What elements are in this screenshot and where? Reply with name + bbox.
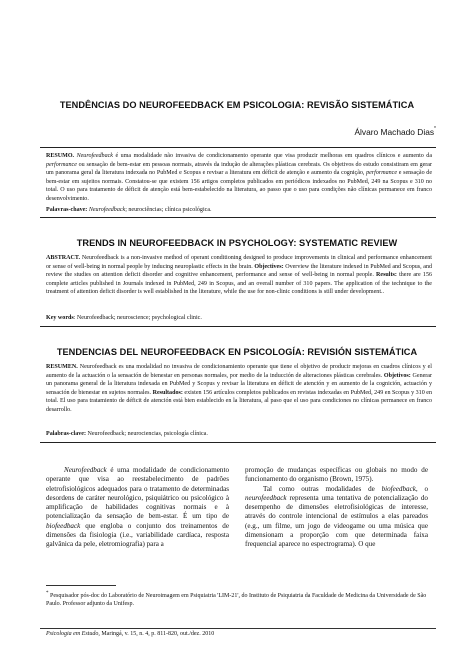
journal-citation: , Maringá, v. 15, n. 4, p. 811-820, out./dez. 2010 bbox=[98, 631, 215, 637]
abstract-text: Neurofeedback is a non-invasive method of operant conditioning designed to produce improvements in clinical and performance enhancement or sense of well-being in normal people by inducing neuroplastic effects in the brain. bbox=[46, 255, 432, 270]
abstract-es bbox=[46, 363, 432, 414]
keywords-label: Palabras-clave: bbox=[46, 431, 86, 437]
abstract-label-es: RESUMEN. bbox=[46, 364, 78, 370]
term-performance: performance bbox=[46, 161, 77, 168]
footer-rule bbox=[40, 628, 436, 629]
author-name bbox=[354, 127, 436, 137]
abstract-text: Neurofeedback es una modalidad no invasiva de condicionamiento operante que tiene el objetivo de producir mejoras en cuadros clínicos y el aumento de la actuación o la sensación de bienestar en personas normales, por medio de la inducción de alteraciones plásticas cerebrales. bbox=[46, 364, 432, 379]
body-paragraph bbox=[46, 466, 229, 550]
body-text: representa uma tentativa de potencialização do desempenho de dimensões eletrofisiológicas de interesse, através do controle intencional de estímulos a elas pareados (e.g., um filme, um jogo de videogame ou uma música que dimensionam a proporção com que determinada faixa frequencial aparece no espectrograma). O que bbox=[245, 493, 428, 549]
body-text: Tal como outras modalidades de bbox=[263, 484, 375, 493]
keywords-en bbox=[46, 314, 432, 323]
abstract-text: ou sensação de bem-estar em pessoas normais, através da indução de alterações plásticas cerebrais. Os objetivos do estudo consistiram em gerar um panorama geral da literatura indexada no PubMed e Scopus e revisar a literatura em déficit de atenção e aumento da cognição, bbox=[46, 161, 432, 176]
term-performance: performance bbox=[366, 170, 398, 176]
results-label: Results: bbox=[376, 272, 397, 278]
abstract-text: e sensação de bem-estar em sujeitos normais. Constatou-se que existem 156 artigos completos publicados em periódicos indexados no PubMed, 249 na Scopus e 310 no total. O uso para tratamento de déficit de atenção está bem-estabelecido na literatura, ao passo que o uso para condições não clínicas permanece em franco desenvolvimento. bbox=[46, 170, 432, 202]
abstract-text: there are 156 complete articles published in Journals indexed in PubMed, 249 in Scopus, and an overall number of 310 papers. The application of the technique to the treatment of attention deficit disorder is well established in the literature, while the use for non-clinic conditions is still under development.. bbox=[46, 272, 432, 295]
journal-name: Psicologia em Estudo bbox=[46, 631, 99, 637]
abstract-text: Generar un panorama general de la literatura indexada en PubMed y Scopus y revisar la literatura en déficit de atención y en aumento de la cognición, actuación y sensación de bienestar en sujetos normales. bbox=[46, 372, 432, 396]
results-label: Resultados: bbox=[152, 389, 183, 396]
keywords-text: ; neurociências; clínica psicológica. bbox=[125, 207, 212, 213]
term-neurofeedback: Neurofeedback bbox=[64, 466, 107, 474]
footnote-mark: * bbox=[46, 591, 49, 596]
term-biofeedback: biofeedback bbox=[381, 484, 416, 493]
abstract-en bbox=[46, 254, 432, 297]
title-es: TENDENCIAS DEL NEUROFEEDBACK EN PSICOLOGÍA: REVISIÓN SISTEMÁTICA bbox=[56, 347, 418, 357]
keywords-label: Key words bbox=[46, 315, 74, 321]
keywords-text: : Neurofeedback; neuroscience; psychological clinic. bbox=[73, 315, 202, 321]
footnote-text: Pesquisador pós-doc do Laboratório de Neuroimagem em Psiquiatria 'LIM-21', do Instituto de Psiquiatria da Faculdade de Medicina da Universidade de São Paulo. Professor adjunto da Unifesp. bbox=[46, 593, 427, 607]
objectives-label: Objectives: bbox=[254, 263, 284, 270]
objectives-label: Objetivos: bbox=[383, 372, 411, 379]
term-neurofeedback: Neurofeedback bbox=[88, 207, 126, 213]
footnote-rule bbox=[46, 585, 116, 586]
title-pt: TENDÊNCIAS DO NEUROFEEDBACK EM PSICOLOGIA: REVISÃO SISTEMÁTICA bbox=[59, 100, 415, 110]
keywords-es bbox=[46, 430, 432, 439]
abstract-pt bbox=[46, 152, 432, 203]
journal-footer bbox=[46, 631, 214, 637]
abstract-label-en: ABSTRACT. bbox=[46, 255, 80, 261]
divider bbox=[40, 442, 436, 443]
body-text: , o bbox=[415, 484, 428, 493]
divider bbox=[40, 217, 436, 218]
term-biofeedback: biofeedback bbox=[46, 521, 81, 530]
term-neurofeedback: neurofeedback bbox=[245, 493, 287, 502]
abstract-label-pt: RESUMO. bbox=[46, 153, 75, 159]
body-column-left bbox=[46, 466, 229, 550]
author-footnote-mark: * bbox=[434, 126, 436, 132]
keywords-label: Palavras-chave: bbox=[46, 207, 88, 213]
title-en: TRENDS IN NEUROFEEDBACK IN PSYCHOLOGY: SYSTEMATIC REVIEW bbox=[76, 238, 398, 248]
body-paragraph: promoção de mudanças específicas ou globais no modo de funcionamento do organismo (Brown, 1975). bbox=[245, 466, 428, 484]
keywords-pt bbox=[46, 206, 432, 215]
body-column-right bbox=[245, 466, 428, 550]
divider-top bbox=[40, 147, 436, 148]
author-name-text: Álvaro Machado Dias bbox=[354, 127, 435, 137]
abstract-text: existen 156 artículos completos publicados en revistas indexadas en PubMed, 249 en Scopus y 310 en total. El uso para tratamiento de déficit de atención está bien establecido en la literatura, al paso que el uso para condiciones no clínicas permanece en franco desarrollo. bbox=[46, 389, 432, 413]
body-text: é uma modalidade de condicionamento operante que visa ao reestabelecimento de padrões eletrofisiológicos adequados para o tratamento de determinadas desordens de caráter neurológico, psiquiátrico ou psicológico à amplificação de habilidades cognitivas normais e à potencialização da sensação de bem-estar. É um tipo de bbox=[46, 466, 229, 521]
term-neurofeedback: Neurofeedback bbox=[76, 153, 113, 159]
abstract-text: Overview the literature indexed in PubMed and Scopus, and review the studies on attention deficit disorder and cognitive enhancement, performance and sense of well-being in normal people. bbox=[46, 263, 432, 278]
body-text: que engloba o conjunto dos treinamentos de dimensões da fisiologia (i.e., variabilidade cardíaca, resposta galvânica da pele, eletromiografia) para a bbox=[46, 521, 229, 549]
body-paragraph bbox=[245, 485, 428, 550]
divider bbox=[40, 326, 436, 327]
abstract-text: é uma modalidade não invasiva de condicionamento operante que visa produzir melhoras em quadros clínicos e aumento da bbox=[115, 153, 433, 159]
keywords-text: Neurofeedback; neurociencias, psicología clínica. bbox=[87, 431, 208, 437]
footnote bbox=[46, 590, 432, 608]
